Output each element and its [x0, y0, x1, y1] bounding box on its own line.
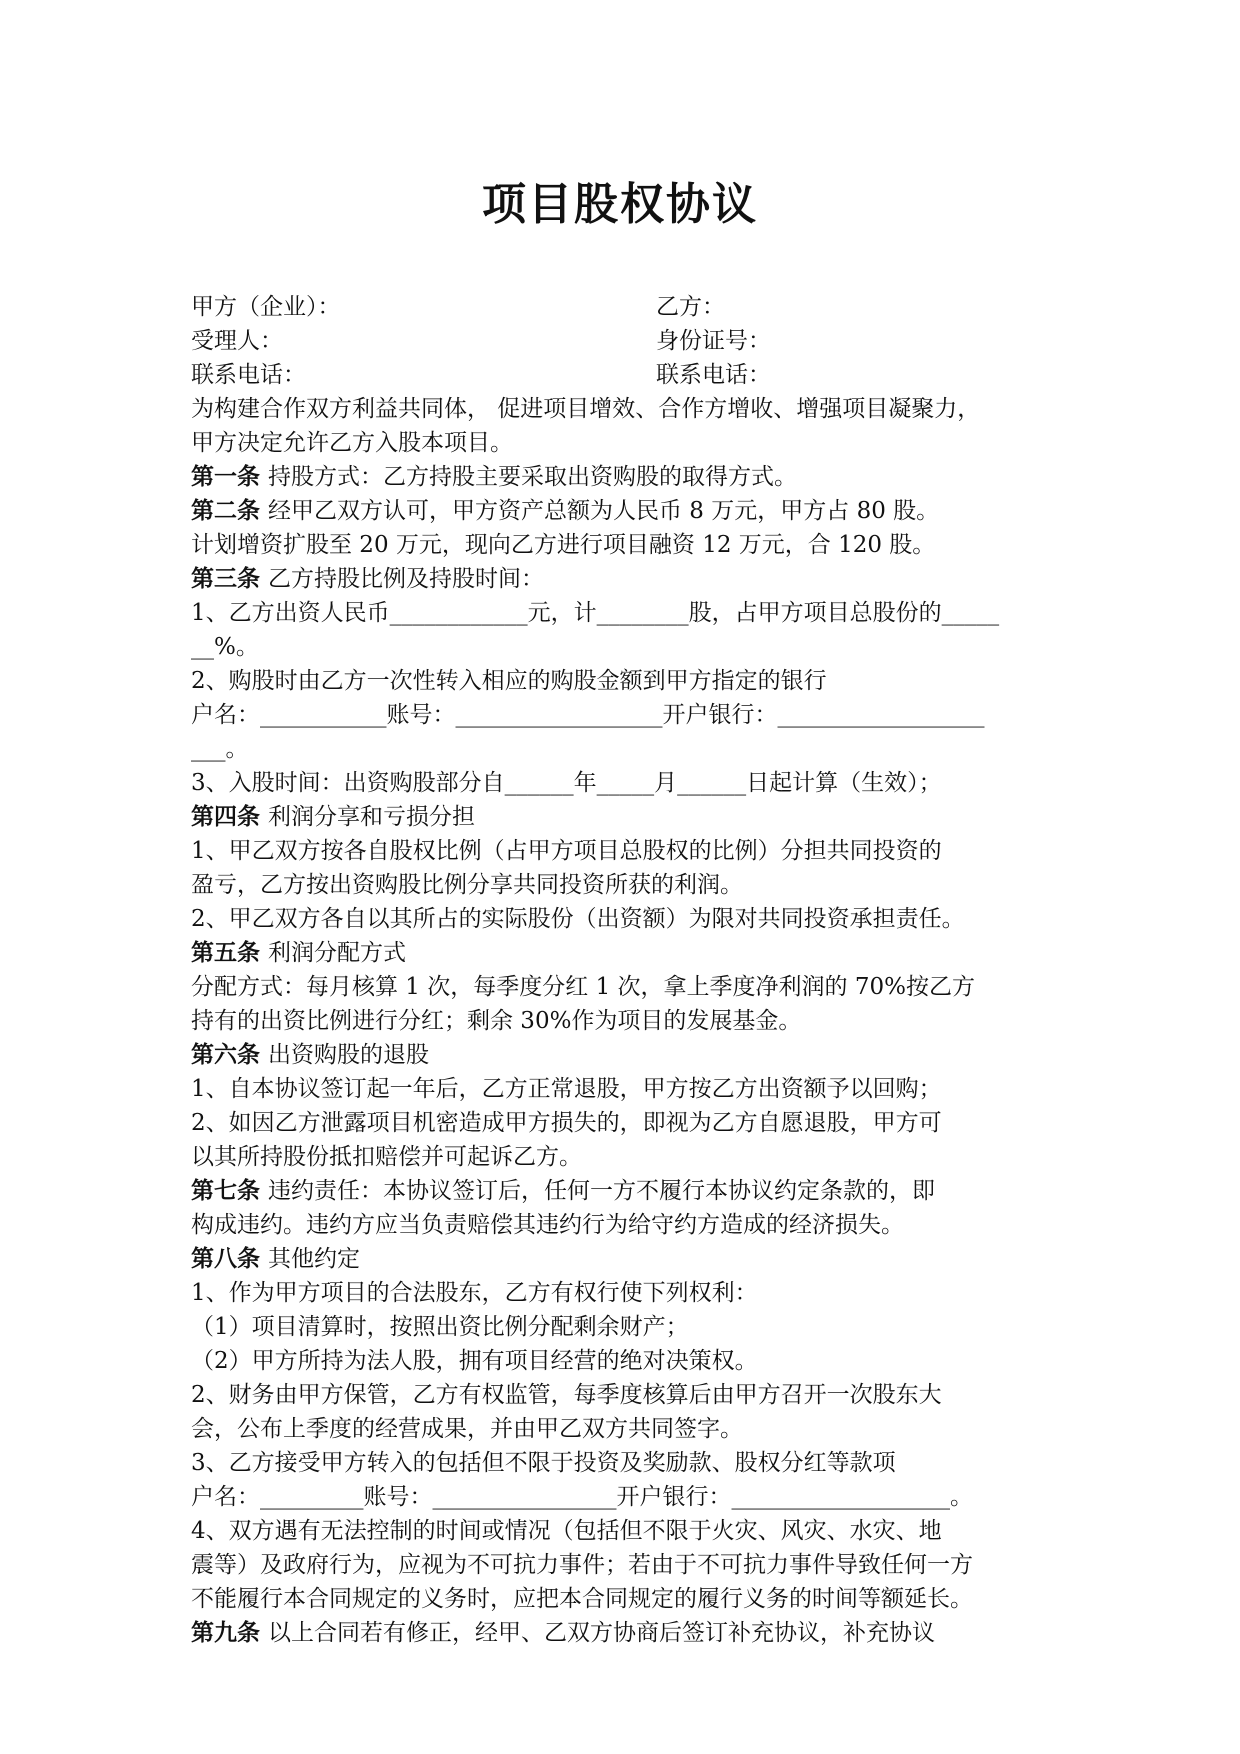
- article-heading: 第八条: [191, 1246, 260, 1272]
- party-a-phone: 联系电话：: [191, 362, 306, 388]
- article-text: 利润分配方式: [268, 940, 406, 966]
- article-line: 1、甲乙双方按各自股权比例（占甲方项目总股权的比例）分担共同投资的: [191, 838, 942, 864]
- article-heading: 第三条: [191, 566, 260, 592]
- article-line: 2、财务由甲方保管，乙方有权监管，每季度核算后由甲方召开一次股东大: [191, 1382, 942, 1408]
- article-line: 以其所持股份抵扣赔偿并可起诉乙方。: [191, 1144, 582, 1170]
- intro-line: 为构建合作双方利益共同体， 促进项目增效、合作方增收、增强项目凝聚力，: [191, 396, 981, 422]
- article-text: 持股方式：乙方持股主要采取出资购股的取得方式。: [268, 464, 797, 490]
- article-line: 1、乙方出资人民币____________元，计________股，占甲方项目总股份的_____: [191, 600, 1000, 626]
- article-text: 违约责任：本协议签订后，任何一方不履行本协议约定条款的，即: [268, 1178, 935, 1204]
- article-line: （1）项目清算时，按照出资比例分配剩余财产；: [191, 1314, 689, 1340]
- article-line: 3、入股时间：出资购股部分自______年_____月______日起计算（生效）；: [191, 770, 942, 796]
- article-heading: 第一条: [191, 464, 260, 490]
- party-row-3: [191, 358, 1071, 392]
- article-text: 以上合同若有修正，经甲、乙双方协商后签订补充协议，补充协议: [268, 1620, 935, 1646]
- article-line: 不能履行本合同规定的义务时，应把本合同规定的履行义务的时间等额延长。: [191, 1586, 973, 1612]
- article-line: 持有的出资比例进行分红；剩余 30%作为项目的发展基金。: [191, 1008, 802, 1034]
- article-text: 出资购股的退股: [268, 1042, 429, 1068]
- document-title: 项目股权协议: [482, 179, 758, 230]
- article-1: [191, 460, 1071, 494]
- article-line: __%。: [191, 634, 259, 660]
- article-text: 乙方持股比例及持股时间：: [268, 566, 544, 592]
- article-line: 2、如因乙方泄露项目机密造成甲方损失的，即视为乙方自愿退股，甲方可: [191, 1110, 942, 1136]
- article-line: 计划增资扩股至 20 万元，现向乙方进行项目融资 12 万元，合 120 股。: [191, 532, 936, 558]
- intro-line: 甲方决定允许乙方入股本项目。: [191, 430, 513, 456]
- article-9: [191, 1616, 1071, 1650]
- article-line: 分配方式：每月核算 1 次，每季度分红 1 次，拿上季度净利润的 70%按乙方: [191, 974, 975, 1000]
- article-2: [191, 494, 1071, 528]
- party-row-2: [191, 324, 1071, 358]
- article-text: 经甲乙双方认可，甲方资产总额为人民币 8 万元，甲方占 80 股。: [268, 498, 940, 524]
- article-4: [191, 800, 1071, 834]
- party-b-label: 乙方：: [656, 294, 725, 320]
- article-heading: 第九条: [191, 1620, 260, 1646]
- article-heading: 第四条: [191, 804, 260, 830]
- article-7: [191, 1174, 1071, 1208]
- article-line: 震等）及政府行为，应视为不可抗力事件；若由于不可抗力事件导致任何一方: [191, 1552, 973, 1578]
- article-3: [191, 562, 1071, 596]
- article-line: （2）甲方所持为法人股，拥有项目经营的绝对决策权。: [191, 1348, 758, 1374]
- party-b-phone: 联系电话：: [656, 362, 771, 388]
- party-a-agent: 受理人：: [191, 328, 283, 354]
- article-line: 1、作为甲方项目的合法股东，乙方有权行使下列权利：: [191, 1280, 758, 1306]
- article-heading: 第六条: [191, 1042, 260, 1068]
- party-row-1: [191, 290, 1071, 324]
- article-text: 其他约定: [268, 1246, 360, 1272]
- article-8: [191, 1242, 1071, 1276]
- article-line: 户名：___________账号：__________________开户银行：__________________: [191, 702, 985, 728]
- article-5: [191, 936, 1071, 970]
- article-line: 2、甲乙双方各自以其所占的实际股份（出资额）为限对共同投资承担责任。: [191, 906, 965, 932]
- party-a-label: 甲方（企业）：: [191, 294, 341, 320]
- article-heading: 第五条: [191, 940, 260, 966]
- article-text: 利润分享和亏损分担: [268, 804, 475, 830]
- article-line: 会，公布上季度的经营成果，并由甲乙双方共同签字。: [191, 1416, 743, 1442]
- article-6: [191, 1038, 1071, 1072]
- article-line: 3、乙方接受甲方转入的包括但不限于投资及奖励款、股权分红等款项: [191, 1450, 896, 1476]
- article-line: ___。: [191, 736, 249, 762]
- article-heading: 第七条: [191, 1178, 260, 1204]
- article-line: 户名：_________账号：________________开户银行：___________________。: [191, 1484, 973, 1510]
- article-line: 构成违约。违约方应当负责赔偿其违约行为给守约方造成的经济损失。: [191, 1212, 904, 1238]
- article-heading: 第二条: [191, 498, 260, 524]
- article-line: 盈亏，乙方按出资购股比例分享共同投资所获的利润。: [191, 872, 743, 898]
- article-line: 4、双方遇有无法控制的时间或情况（包括但不限于火灾、风灾、水灾、地: [191, 1518, 942, 1544]
- article-line: 1、自本协议签订起一年后，乙方正常退股，甲方按乙方出资额予以回购；: [191, 1076, 942, 1102]
- article-line: 2、购股时由乙方一次性转入相应的购股金额到甲方指定的银行: [191, 668, 827, 694]
- party-b-id: 身份证号：: [656, 328, 771, 354]
